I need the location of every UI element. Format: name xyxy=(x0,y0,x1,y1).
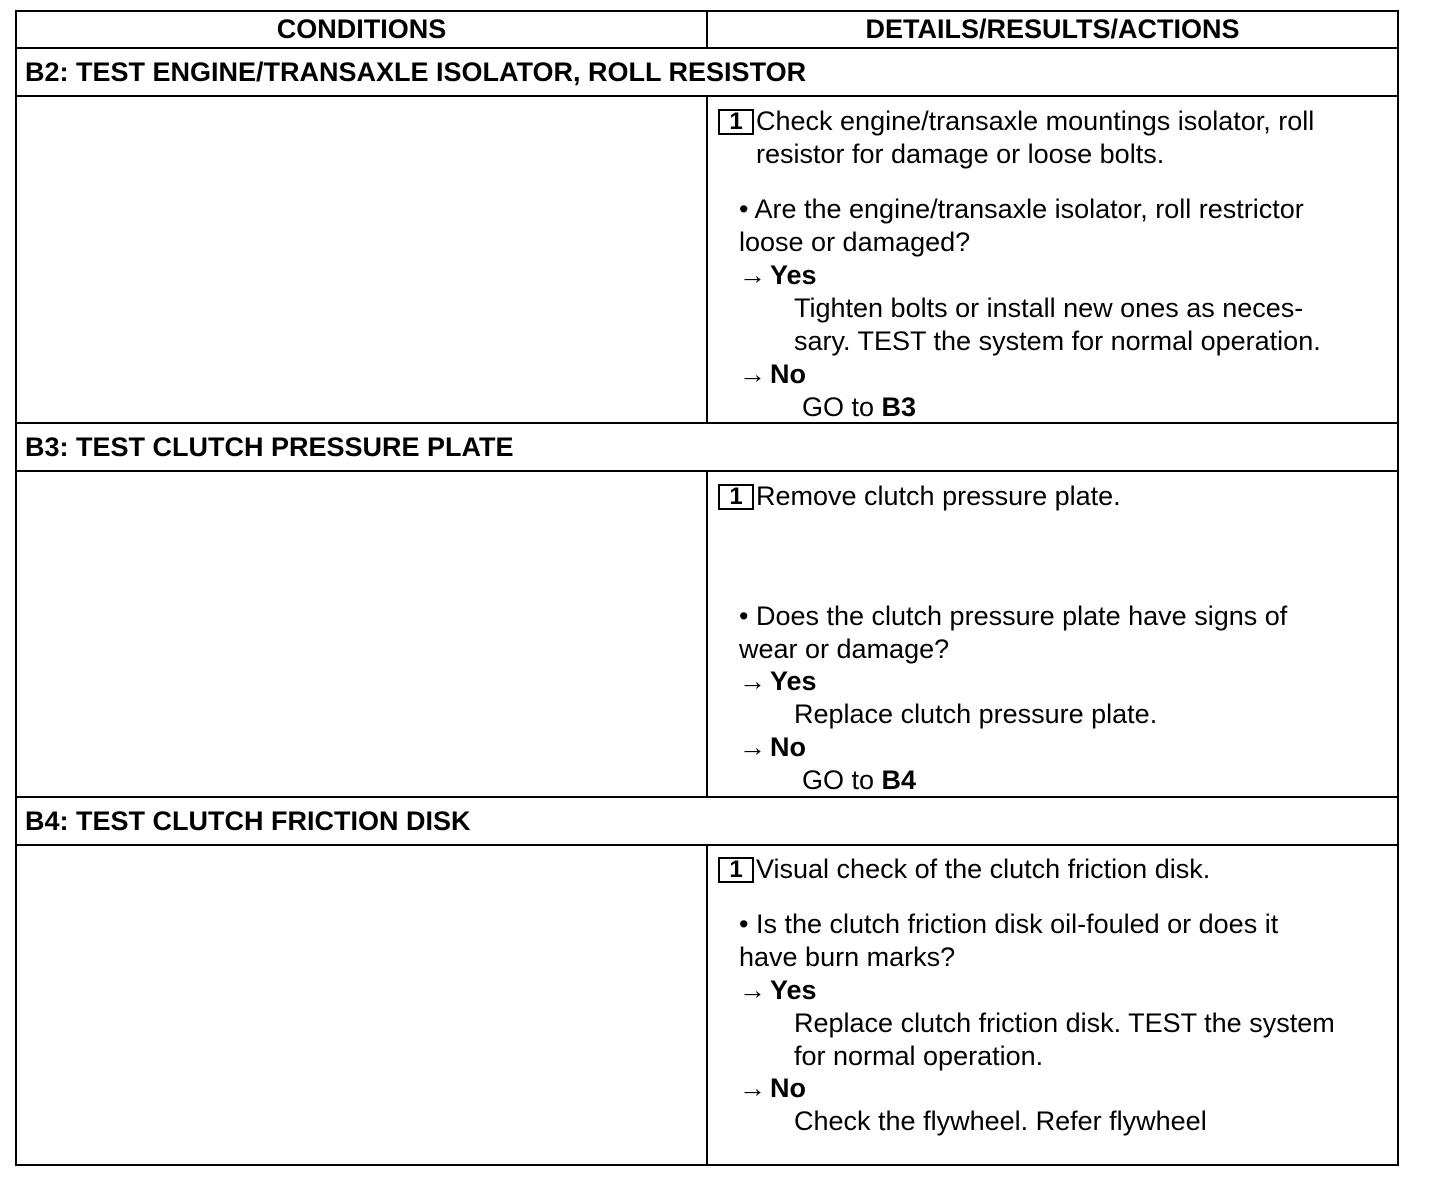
section-title-b4: B4: TEST CLUTCH FRICTION DISK xyxy=(17,798,1397,846)
question-line2: wear or damage? xyxy=(739,634,950,664)
section-body-b4 xyxy=(17,846,1397,1164)
yes-action-line2: for normal operation. xyxy=(794,1041,1044,1071)
question-line1: • Does the clutch pressure plate have signs of xyxy=(739,601,1288,631)
no-label: No xyxy=(770,1073,806,1103)
no-label: No xyxy=(770,359,806,389)
no-label: No xyxy=(770,732,806,762)
details-cell-b3 xyxy=(708,472,1397,796)
arrow-icon: → xyxy=(739,260,766,290)
no-branch-b4 xyxy=(739,1072,806,1105)
step-number-box: 1 xyxy=(718,484,754,510)
no-branch-b3 xyxy=(739,731,806,764)
no-action-b2 xyxy=(802,391,916,424)
conditions-cell-b2 xyxy=(17,97,708,422)
step-b4 xyxy=(718,853,1210,886)
no-action-target: B4 xyxy=(881,765,917,795)
yes-action-b2 xyxy=(794,292,1321,358)
yes-branch-b4 xyxy=(739,974,817,1007)
yes-action-line1: Replace clutch friction disk. TEST the system xyxy=(794,1008,1335,1038)
section-body-b2 xyxy=(17,97,1397,424)
step-text-line1: Remove clutch pressure plate. xyxy=(756,481,1121,511)
section-title-b2: B2: TEST ENGINE/TRANSAXLE ISOLATOR, ROLL RESISTOR xyxy=(17,49,1397,97)
yes-action-line1: Replace clutch pressure plate. xyxy=(794,699,1158,729)
no-action-target: B3 xyxy=(881,392,917,422)
question-line1: • Is the clutch friction disk oil-fouled or does it xyxy=(739,909,1279,939)
question-line2: loose or damaged? xyxy=(739,227,971,257)
question-b2 xyxy=(739,193,1369,259)
yes-action-b4 xyxy=(794,1007,1335,1073)
no-action-prefix: GO to xyxy=(802,392,882,422)
arrow-icon: → xyxy=(739,732,766,762)
conditions-cell-b4 xyxy=(17,846,708,1164)
question-b3 xyxy=(739,600,1369,666)
yes-action-b3 xyxy=(794,698,1157,731)
details-cell-b4 xyxy=(708,846,1397,1164)
question-line1: • Are the engine/transaxle isolator, roll restrictor xyxy=(739,194,1304,224)
header-details: DETAILS/RESULTS/ACTIONS xyxy=(865,14,1240,44)
step-text-line1: Check engine/transaxle mountings isolator, roll xyxy=(756,106,1315,136)
diagnostic-table xyxy=(15,10,1399,1166)
step-b2 xyxy=(718,105,1314,171)
step-number-box: 1 xyxy=(718,857,754,883)
question-line2: have burn marks? xyxy=(739,942,956,972)
conditions-cell-b3 xyxy=(17,472,708,796)
yes-label: Yes xyxy=(770,260,817,290)
no-action-line1: Check the flywheel. Refer flywheel xyxy=(794,1106,1207,1136)
yes-branch-b3 xyxy=(739,665,817,698)
step-number-box: 1 xyxy=(718,109,754,135)
yes-branch-b2 xyxy=(739,259,817,292)
step-b3 xyxy=(718,480,1121,513)
yes-label: Yes xyxy=(770,666,817,696)
header-conditions: CONDITIONS xyxy=(17,12,708,47)
table-header-row xyxy=(17,12,1397,49)
no-action-b4 xyxy=(794,1105,1207,1138)
section-body-b3 xyxy=(17,472,1397,798)
details-cell-b2 xyxy=(708,97,1397,422)
yes-label: Yes xyxy=(770,975,817,1005)
step-text-line1: Visual check of the clutch friction disk. xyxy=(756,854,1211,884)
arrow-icon: → xyxy=(739,975,766,1005)
arrow-icon: → xyxy=(739,1073,766,1103)
no-action-prefix: GO to xyxy=(802,765,882,795)
arrow-icon: → xyxy=(739,359,766,389)
step-text-line2: resistor for damage or loose bolts. xyxy=(756,139,1165,169)
question-b4 xyxy=(739,908,1369,974)
section-title-b3: B3: TEST CLUTCH PRESSURE PLATE xyxy=(17,424,1397,472)
no-branch-b2 xyxy=(739,358,806,391)
yes-action-line2: sary. TEST the system for normal operation. xyxy=(794,326,1321,356)
arrow-icon: → xyxy=(739,666,766,696)
no-action-b3 xyxy=(802,764,916,797)
yes-action-line1: Tighten bolts or install new ones as neces- xyxy=(794,293,1304,323)
